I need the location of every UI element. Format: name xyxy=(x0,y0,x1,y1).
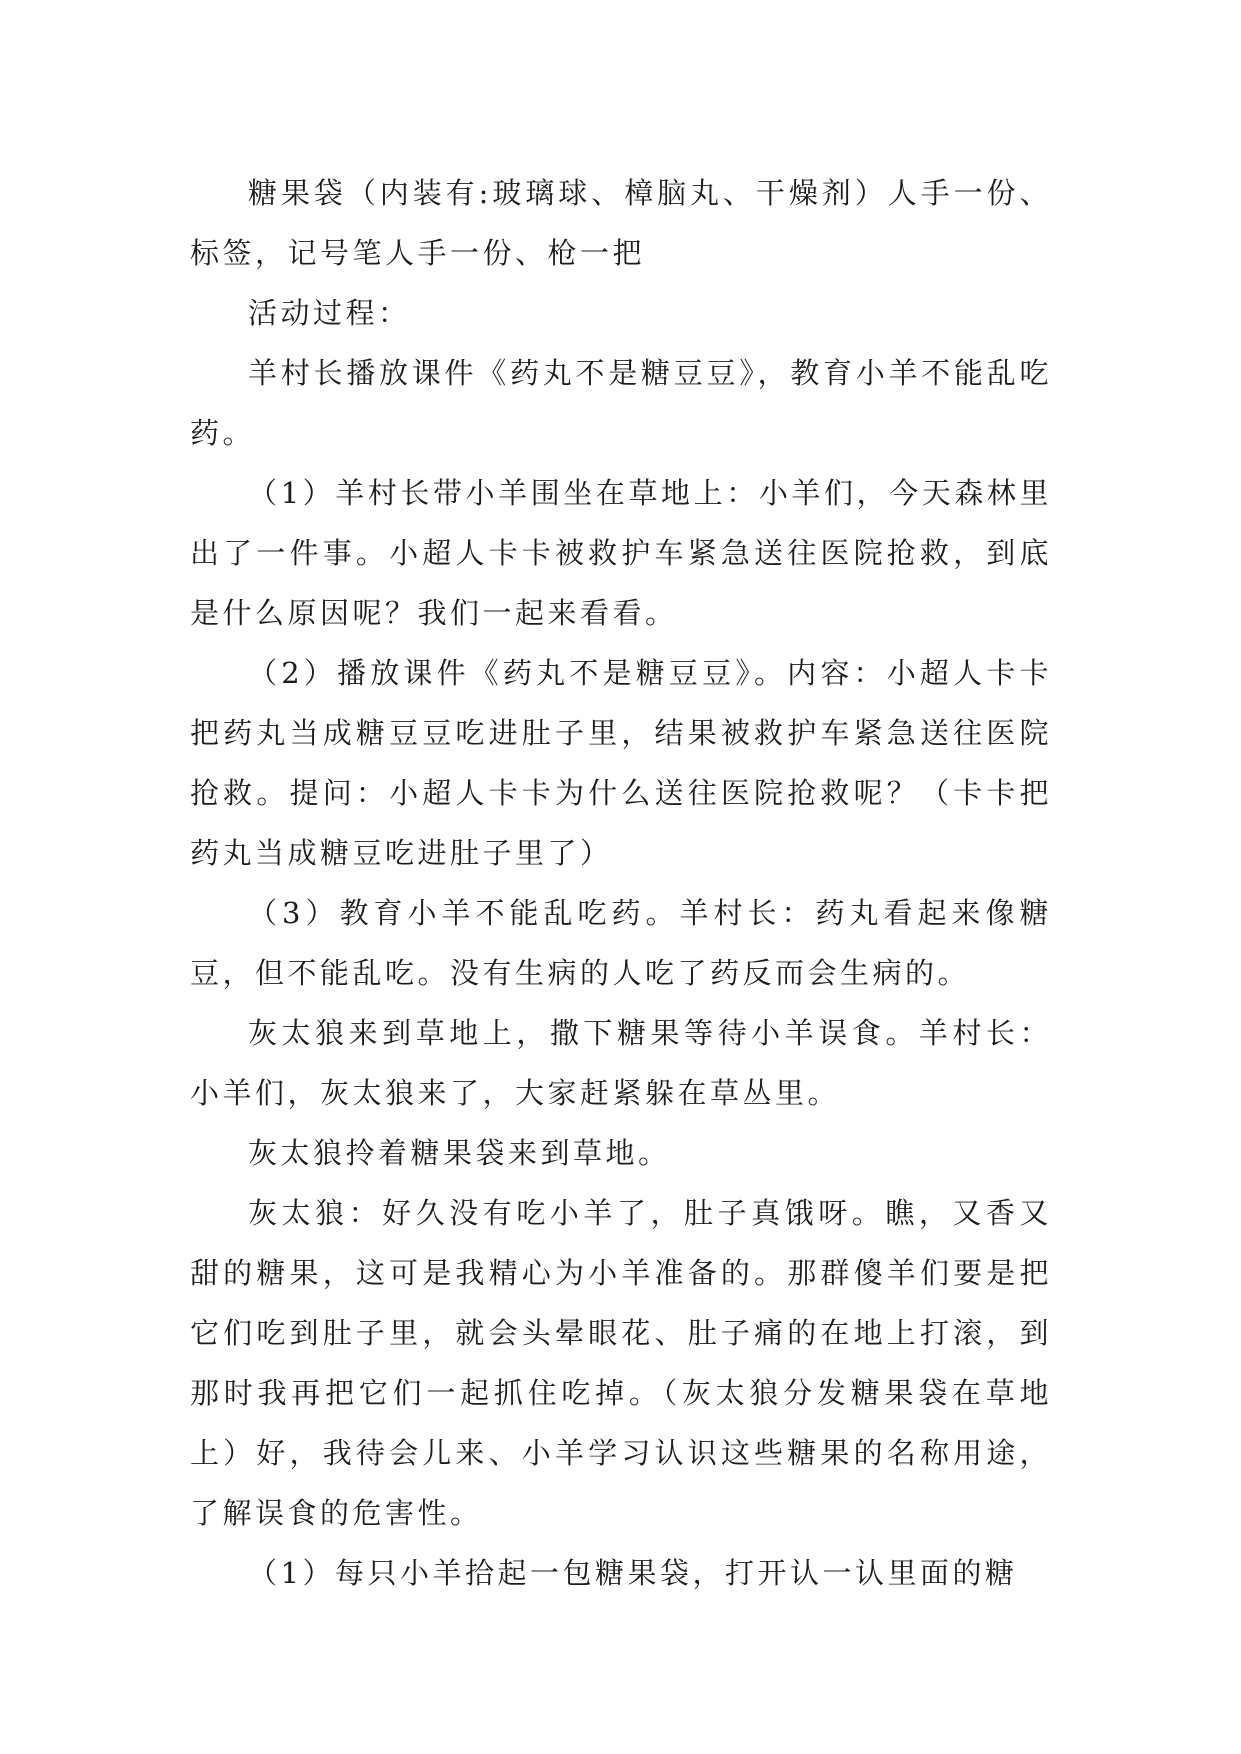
paragraph-process-heading: 活动过程： xyxy=(248,296,411,330)
paragraph-step-2: （2）播放课件《药丸不是糖豆豆》。内容：小超人卡卡把药丸当成糖豆豆吃进肚子里，结果被救护车紧急送往医院抢救。提问：小超人卡卡为什么送往医院抢救呢？（卡卡把药丸当成糖豆吃进肚子里了） xyxy=(190,656,1052,870)
paragraph-candy-step-1: （1）每只小羊拾起一包糖果袋，打开认一认里面的糖 xyxy=(248,1556,1018,1590)
paragraph-step-3: （3）教育小羊不能乱吃药。羊村长：药丸看起来像糖豆，但不能乱吃。没有生病的人吃了药反而会生病的。 xyxy=(190,896,1052,990)
paragraph-materials: 糖果袋（内装有:玻璃球、樟脑丸、干燥剂）人手一份、标签，记号笔人手一份、枪一把 xyxy=(190,176,1052,270)
paragraph-step-1: （1）羊村长带小羊围坐在草地上：小羊们，今天森林里出了一件事。小超人卡卡被救护车紧急送往医院抢救，到底是什么原因呢？我们一起来看看。 xyxy=(190,476,1052,630)
paragraph-wolf-speech: 灰太狼：好久没有吃小羊了，肚子真饿呀。瞧，又香又甜的糖果，这可是我精心为小羊准备的。那群傻羊们要是把它们吃到肚子里，就会头晕眼花、肚子痛的在地上打滚，到那时我再把它们一起抓住吃掉。（灰太狼分发糖果袋在草地上）好，我待会儿来、小羊学习认识这些糖果的名称用途，了解误食的危害性。 xyxy=(190,1196,1052,1530)
paragraph-courseware: 羊村长播放课件《药丸不是糖豆豆》，教育小羊不能乱吃药。 xyxy=(190,356,1052,450)
paragraph-wolf-arrives: 灰太狼来到草地上，撒下糖果等待小羊误食。羊村长：小羊们，灰太狼来了，大家赶紧躲在草丛里。 xyxy=(190,1016,1052,1110)
document-body xyxy=(190,163,1052,1603)
paragraph-wolf-bag: 灰太狼拎着糖果袋来到草地。 xyxy=(248,1136,671,1170)
